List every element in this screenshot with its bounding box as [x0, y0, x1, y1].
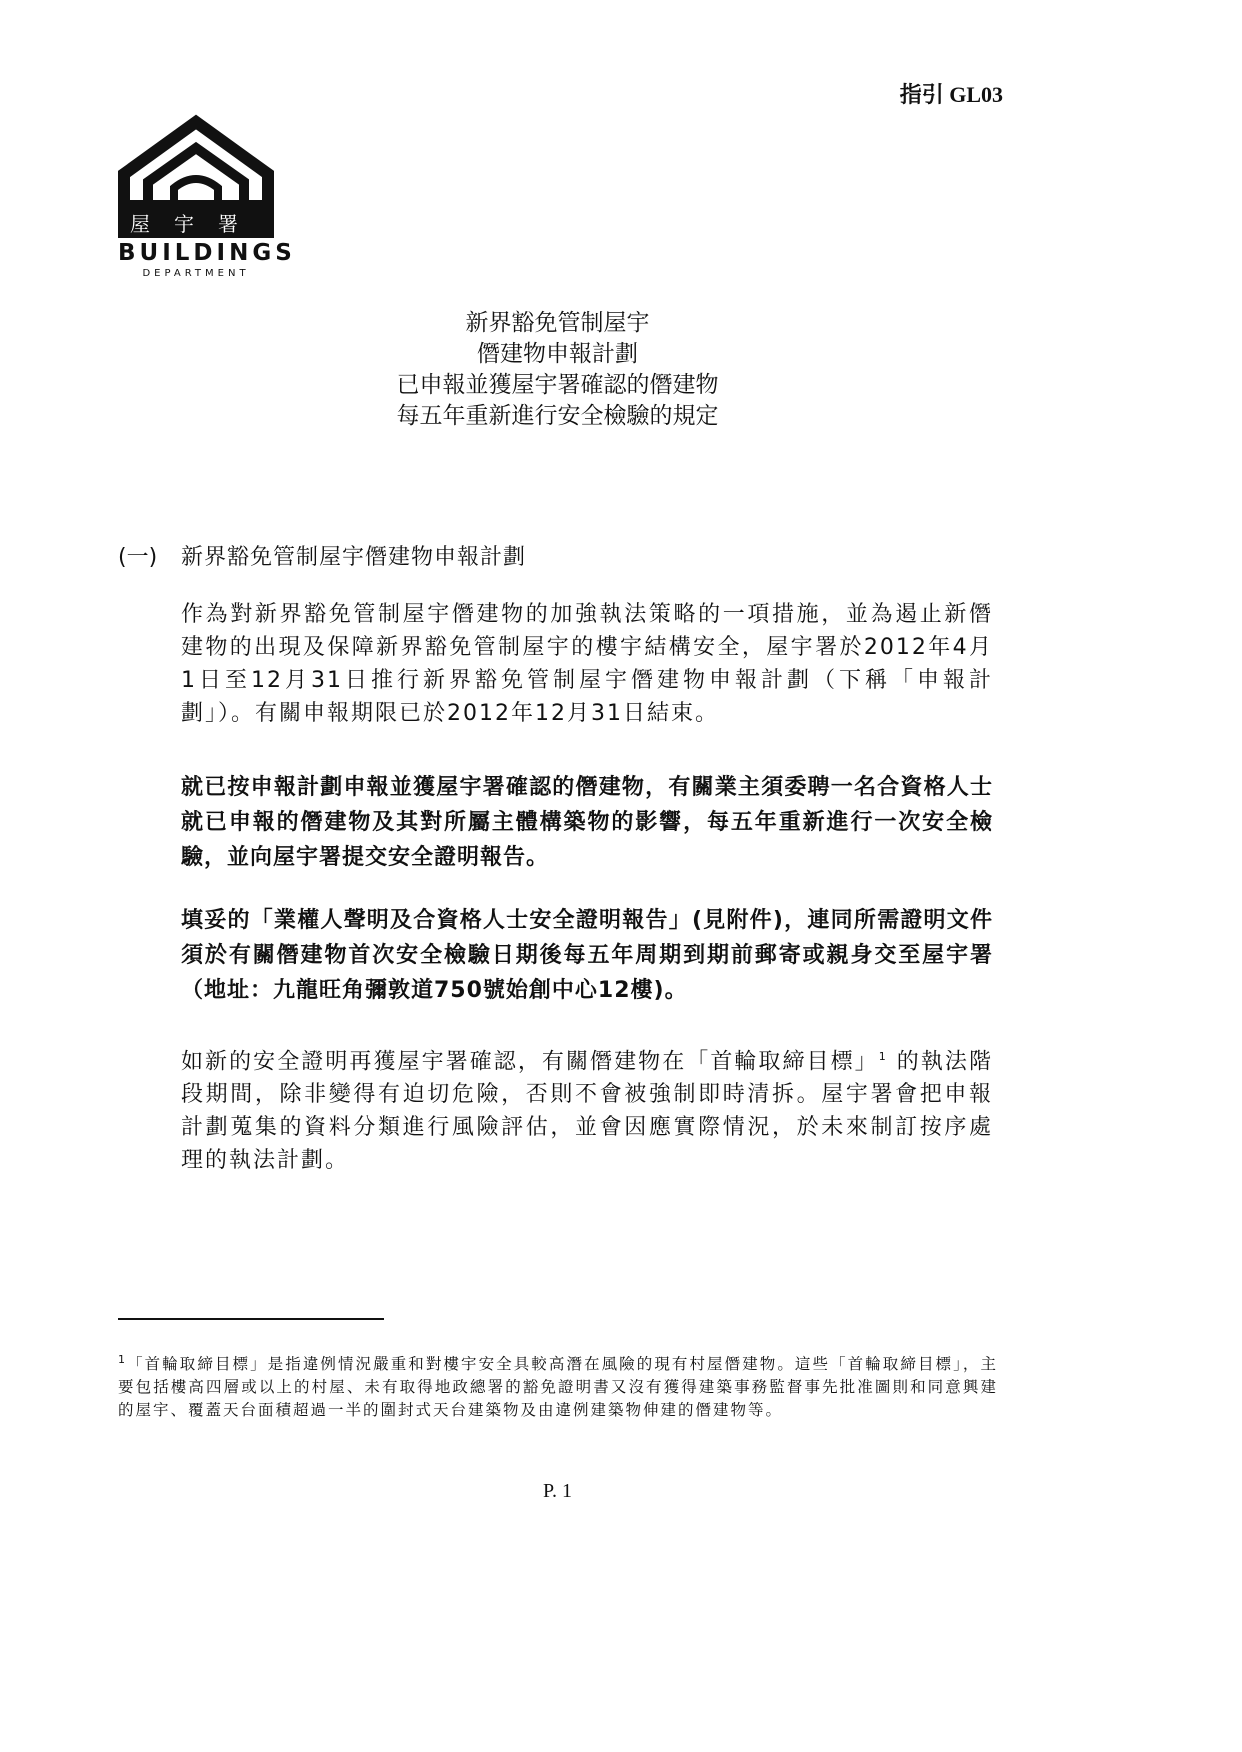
footnote	[118, 1348, 998, 1422]
logo-chinese-name: 屋宇署	[130, 212, 262, 236]
paragraph-text: 的執法階段期間，除非變得有迫切危險，否則不會被強制即時清拆。屋宇署會把申報計劃蒐集的資料分類進行風險評估，並會因應實際情況，於未來制訂按序處理的執法計劃。	[181, 1049, 993, 1174]
title-line: 僭建物申報計劃	[477, 341, 638, 367]
buildings-department-logo	[118, 112, 274, 238]
logo-wordmark: BUILDINGS	[118, 240, 296, 266]
footnote-divider	[118, 1318, 384, 1320]
paragraph-scheme-intro: 作為對新界豁免管制屋宇僭建物的加強執法策略的一項措施，並為遏止新僭建物的出現及保障新界豁免管制屋宇的樓宇結構安全，屋宇署於2012年4月1日至12月31日推行新界豁免管制屋宇僭建物申報計劃（下稱「申報計劃」）。有關申報期限已於2012年12月31日結束。	[181, 602, 993, 726]
section-number: (一)	[118, 545, 158, 570]
page-number: P. 1	[543, 1480, 572, 1502]
paragraph-submission: 填妥的「業權人聲明及合資格人士安全證明報告」(見附件)，連同所需證明文件須於有關僭建物首次安全檢驗日期後每五年周期到期前郵寄或親身交至屋宇署（地址：九龍旺角彌敦道750號始創中心12樓)。	[181, 908, 993, 1003]
footnote-mark: 1	[118, 1353, 127, 1366]
paragraph-enforcement	[181, 1040, 993, 1177]
title-line: 每五年重新進行安全檢驗的規定	[396, 403, 719, 429]
logo-department: DEPARTMENT	[142, 268, 250, 279]
paragraph-inspection-requirement: 就已按申報計劃申報並獲屋宇署確認的僭建物，有關業主須委聘一名合資格人士就已申報的僭建物及其對所屬主體構築物的影響，每五年重新進行一次安全檢驗，並向屋宇署提交安全證明報告。	[181, 775, 993, 870]
title-line: 新界豁免管制屋宇	[465, 310, 650, 336]
document-title	[0, 308, 1115, 432]
title-line: 已申報並獲屋宇署確認的僭建物	[396, 372, 719, 398]
footnote-text: 「首輪取締目標」是指違例情況嚴重和對樓宇安全具較高潛在風險的現有村屋僭建物。這些「首輪取締目標」，主要包括樓高四層或以上的村屋、未有取得地政總署的豁免證明書又沒有獲得建築事務監督事先批准圖則和同意興建的屋宇、覆蓋天台面積超過一半的圍封式天台建築物及由違例建築物伸建的僭建物等。	[118, 1355, 998, 1420]
section-heading: 新界豁免管制屋宇僭建物申報計劃	[181, 545, 527, 570]
paragraph-text: 如新的安全證明再獲屋宇署確認，有關僭建物在「首輪取締目標」	[181, 1049, 879, 1075]
document-reference: 指引 GL03	[899, 82, 1003, 107]
footnote-reference: 1	[878, 1050, 888, 1063]
